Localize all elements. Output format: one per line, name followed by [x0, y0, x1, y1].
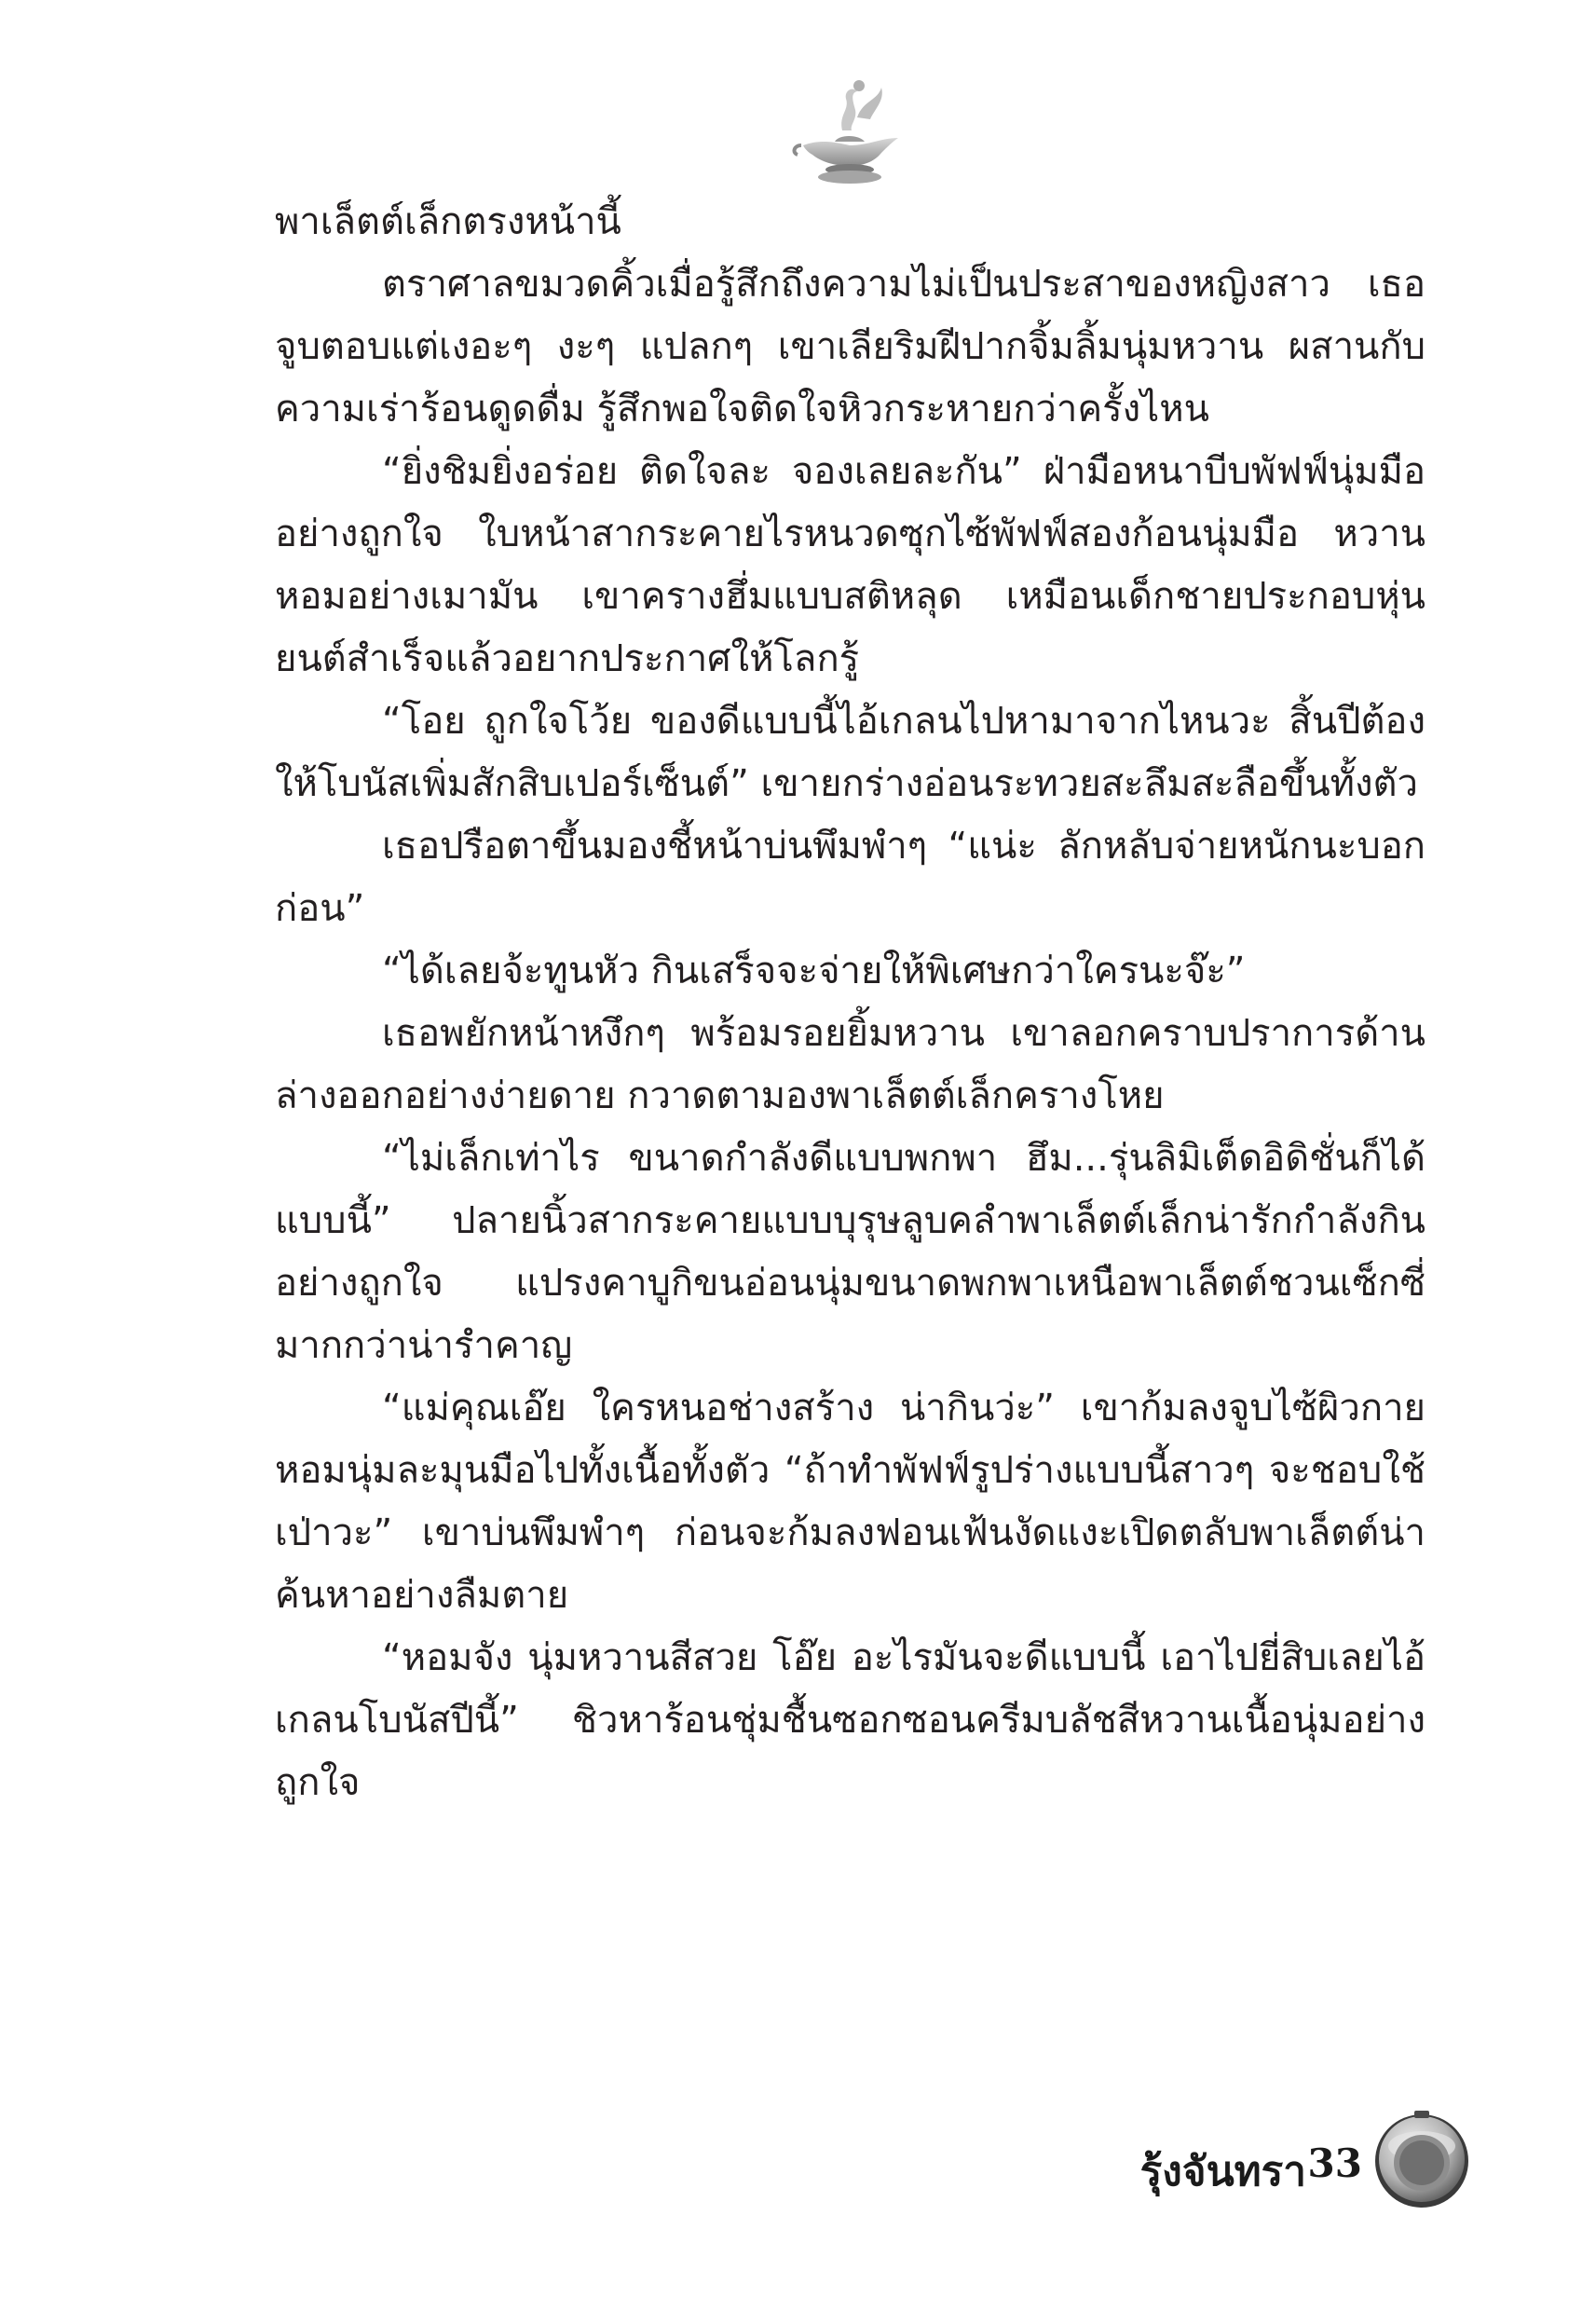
paragraph: “แม่คุณเอ๊ย ใครหนอช่างสร้าง น่ากินว่ะ” เขาก้มลงจูบไซ้ผิวกายหอมนุ่มละมุนมือไปทั้งเนื้อทั้งตัว “ถ้าทำพัฟฟ์รูปร่างแบบนี้สาวๆ จะชอบใช้เป่าวะ” เขาบ่นพึมพำๆ ก่อนจะก้มลงฟอนเฟ้นงัดแงะเปิดตลับพาเล็ตต์น่าค้นหาอย่างลืมตาย [275, 1387, 1425, 1617]
paragraph: “หอมจัง นุ่มหวานสีสวย โอ๊ย อะไรมันจะดีแบบนี้ เอาไปยี่สิบเลยไอ้เกลนโบนัสปีนี้” ชิวหาร้อนชุ่มชื้นซอกซอนครีมบลัชสีหวานเนื้อนุ่มอย่างถูกใจ [275, 1636, 1425, 1804]
compact-powder-icon [1371, 2109, 1472, 2209]
page-footer [1062, 2101, 1472, 2213]
paragraph: เธอพยักหน้าหงึกๆ พร้อมรอยยิ้มหวาน เขาลอกคราบปราการด้านล่างออกอย่างง่ายดาย กวาดตามองพาเล็ตต์เล็กครางโหย [275, 1012, 1425, 1117]
paragraph: พาเล็ตต์เล็กตรงหน้านี้ [275, 200, 621, 243]
genie-lamp-icon [784, 73, 915, 194]
text-body [275, 191, 1425, 1814]
page-number: 33 [1307, 2140, 1362, 2186]
book-title: รุ้งจันทรา [1139, 2148, 1306, 2195]
paragraph: “โอย ถูกใจโว้ย ของดีแบบนี้ไอ้เกลนไปหามาจากไหนวะ สิ้นปีต้องให้โบนัสเพิ่มสักสิบเปอร์เซ็นต์” เขายกร่างอ่อนระทวยสะลึมสะลือขึ้นทั้งตัว [275, 700, 1425, 805]
paragraph: “ได้เลยจ้ะทูนหัว กินเสร็จจะจ่ายให้พิเศษกว่าใครนะจ๊ะ” [382, 950, 1246, 992]
paragraph: ตราศาลขมวดคิ้วเมื่อรู้สึกถึงความไม่เป็นประสาของหญิงสาว เธอจูบตอบแต่เงอะๆ งะๆ แปลกๆ เขาเลียริมฝีปากจิ้มลิ้มนุ่มหวาน ผสานกับความเร่าร้อนดูดดื่ม รู้สึกพอใจติดใจหิวกระหายกว่าครั้งไหน [275, 263, 1425, 431]
paragraph: เธอปรือตาขึ้นมองชี้หน้าบ่นพึมพำๆ “แน่ะ ลักหลับจ่ายหนักนะบอกก่อน” [275, 825, 1425, 930]
paragraph: “ยิ่งชิมยิ่งอร่อย ติดใจละ จองเลยละกัน” ฝ่ามือหนาบีบพัฟฟ์นุ่มมืออย่างถูกใจ ใบหน้าสากระคายไรหนวดซุกไซ้พัฟฟ์สองก้อนนุ่มมือ หวานหอมอย่างเมามัน เขาครางฮึ่มแบบสติหลุด เหมือนเด็กชายประกอบหุ่นยนต์สำเร็จแล้วอยากประกาศให้โลกรู้ [275, 450, 1425, 680]
paragraph: “ไม่เล็กเท่าไร ขนาดกำลังดีแบบพกพา ฮึม...รุ่นลิมิเต็ดอิดิชั่นก็ได้แบบนี้” ปลายนิ้วสากระคายแบบบุรุษลูบคลำพาเล็ตต์เล็กน่ารักกำลังกินอย่างถูกใจ แปรงคาบูกิขนอ่อนนุ่มขนาดพกพาเหนือพาเล็ตต์ชวนเซ็กซี่มากกว่าน่ารำคาญ [275, 1137, 1425, 1367]
